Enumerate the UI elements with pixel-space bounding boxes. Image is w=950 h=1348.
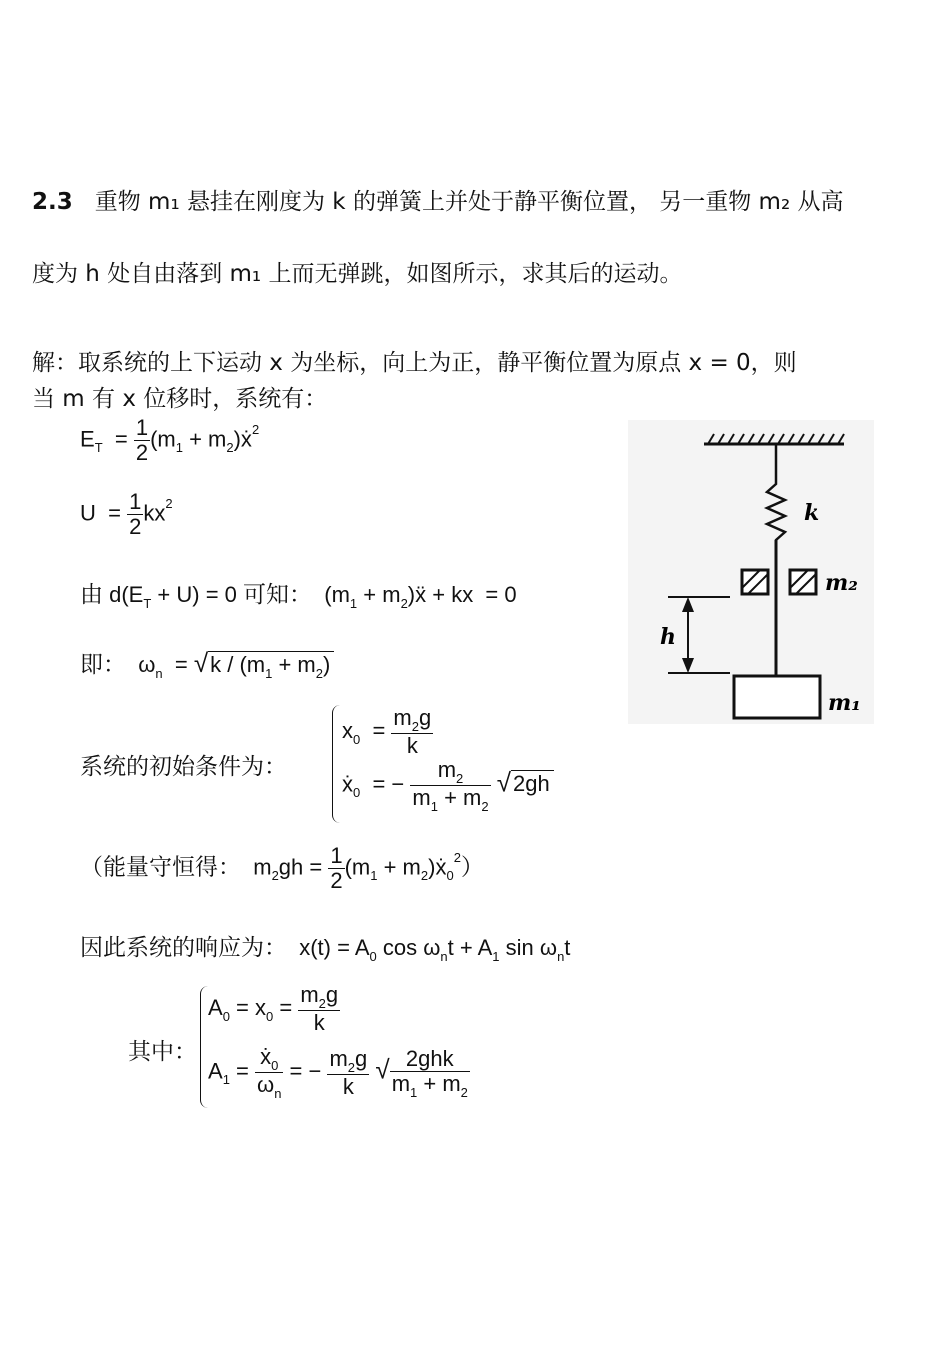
problem-line-2: 度为 h 处自由落到 m₁ 上而无弹跳，如图所示，求其后的运动。 — [32, 261, 683, 287]
mass-m2 — [742, 570, 816, 594]
equation-kinetic-energy: $E_T$ = $\frac{1}{2}$ ($m_1$ + $m_2)ẋ^2$ — [80, 415, 260, 465]
derivative-mid: 可知： — [243, 581, 313, 607]
omega-prefix: 即： — [80, 651, 126, 677]
derivative-prefix: 由 — [80, 581, 103, 607]
mass-m1 — [734, 676, 820, 718]
mass-m2-label: m₂ — [825, 570, 858, 596]
height-dimension — [668, 597, 730, 673]
equation-initial-displacement: $x_0$ = $\frac{m_2g}{k}$ — [342, 705, 432, 758]
solution-intro-1: 解：取系统的上下运动 x 为坐标，向上为正，静平衡位置为原点 x = 0，则 — [32, 350, 797, 376]
energy-prefix: （能量守恒得： — [80, 853, 241, 880]
spring-mass-figure — [628, 420, 874, 724]
response-label: 因此系统的响应为： — [80, 934, 287, 960]
equation-A1: $A_1$ = $\frac{ẋ_0}{\omega_n}$ = − $\frac{m_2g}{k}$ √ $\frac{\text{2ghk}}{m_1 + m_2}$ — [208, 1044, 468, 1101]
equation-natural-frequency: 即： $\omega_n = √k / (m_1 + m_2)$ — [80, 646, 334, 679]
problem-number: 2.3 — [32, 189, 73, 215]
initial-conditions-brace — [332, 705, 341, 823]
equation-potential-energy: U = $\frac{1}{2}$ $kx^2$ — [80, 489, 173, 539]
equation-energy-derivative: 由 $d(E_T + U) = 0$ 可知： ($m_1$ + $m_2)ẍ$ + kx = 0 — [80, 581, 517, 611]
height-arrow-top — [682, 597, 694, 612]
initial-conditions-label: 系统的初始条件为： — [80, 754, 287, 780]
spring-mass-diagram — [628, 420, 874, 724]
equation-response: 因此系统的响应为： $x(t) = A_0$ $\cos \omega_nt + A_1$ $\sin \omega_nt$ — [80, 934, 571, 964]
where-label: 其中： — [128, 1039, 197, 1065]
mass-m1-label: m₁ — [828, 690, 861, 716]
problem-line-1 — [32, 183, 844, 216]
equation-A0: $A_0 = x_0$ = $\frac{m_2g}{k}$ — [208, 982, 339, 1035]
problem-text-1: 重物 m₁ 悬挂在刚度为 k 的弹簧上并处于静平衡位置， 另一重物 m₂ 从高 — [94, 189, 844, 215]
height-arrow-bottom — [682, 658, 694, 673]
spring-label: k — [804, 500, 820, 526]
equation-energy-conservation: （能量守恒得： $m_2gh$ = $\frac{1}{2}$ ($m_1$ + $m_2)ẋ_0^2$） — [80, 843, 484, 893]
solution-intro-2: 当 m 有 x 位移时，系统有： — [32, 386, 328, 412]
height-label: h — [660, 624, 676, 650]
equation-initial-velocity: ẋ$_0$ = − $\frac{m_2}{m_1 + m_2}$ √2gh — [342, 758, 554, 813]
energy-suffix: ） — [460, 853, 484, 880]
